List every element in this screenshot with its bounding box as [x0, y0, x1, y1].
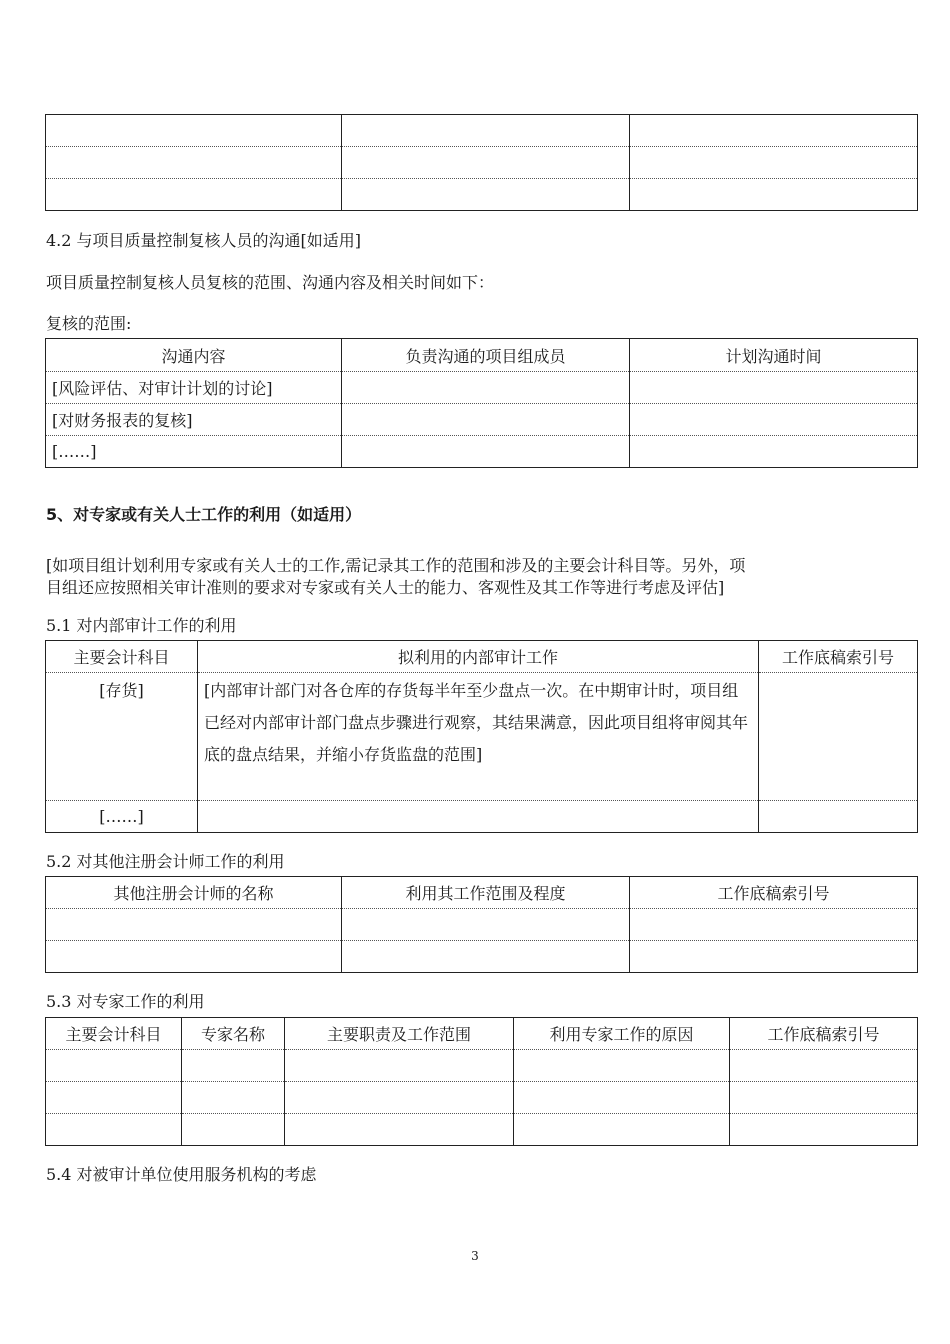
table-cell	[285, 1082, 514, 1114]
table-header-row	[46, 1018, 918, 1050]
table-cell	[182, 1082, 285, 1114]
table-row	[46, 436, 918, 468]
table-row	[46, 801, 918, 833]
column-header: 负责沟通的项目组成员	[342, 339, 630, 372]
section-5-description-line-1: [如项目组计划利用专家或有关人士的工作,需记录其工作的范围和涉及的主要会计科目等。另外，项	[46, 556, 746, 575]
table-cell	[46, 1114, 182, 1146]
other-cpa-table	[45, 876, 918, 973]
table-cell	[342, 115, 630, 147]
review-scope-label: 复核的范围:	[46, 314, 132, 333]
table-cell: [风险评估、对审计计划的讨论]	[46, 372, 342, 404]
column-header: 其他注册会计师的名称	[46, 877, 342, 909]
column-header: 拟利用的内部审计工作	[198, 641, 759, 673]
table-cell	[630, 147, 918, 179]
column-header: 主要会计科目	[46, 1018, 182, 1050]
section-5-heading: 5、对专家或有关人士工作的利用（如适用）	[46, 505, 362, 524]
table-row	[46, 941, 918, 973]
table-cell	[630, 179, 918, 211]
table-cell	[630, 404, 918, 436]
table-row	[46, 1050, 918, 1082]
table-cell: [对财务报表的复核]	[46, 404, 342, 436]
section-5-4-heading: 5.4 对被审计单位使用服务机构的考虑	[46, 1165, 317, 1184]
table-cell	[182, 1050, 285, 1082]
table-cell	[730, 1114, 918, 1146]
top-continuation-table	[45, 114, 918, 211]
column-header: 工作底稿索引号	[730, 1018, 918, 1050]
section-5-1-heading: 5.1 对内部审计工作的利用	[46, 616, 237, 635]
internal-audit-table	[45, 640, 918, 833]
table-row	[46, 673, 918, 801]
table-cell	[46, 115, 342, 147]
column-header: 主要会计科目	[46, 641, 198, 673]
column-header: 利用其工作范围及程度	[342, 877, 630, 909]
table-row	[46, 372, 918, 404]
table-cell	[514, 1114, 730, 1146]
section-4-2-intro: 项目质量控制复核人员复核的范围、沟通内容及相关时间如下：	[46, 273, 495, 292]
table-cell	[630, 909, 918, 941]
column-header: 利用专家工作的原因	[514, 1018, 730, 1050]
table-cell	[759, 673, 918, 801]
table-cell	[342, 909, 630, 941]
table-cell	[342, 404, 630, 436]
table-row	[46, 1082, 918, 1114]
table-cell	[730, 1082, 918, 1114]
table-cell	[46, 1082, 182, 1114]
table-cell	[630, 115, 918, 147]
table-header-row	[46, 339, 918, 372]
table-cell	[285, 1114, 514, 1146]
table-cell	[285, 1050, 514, 1082]
column-header: 主要职责及工作范围	[285, 1018, 514, 1050]
table-row	[46, 909, 918, 941]
column-header: 计划沟通时间	[630, 339, 918, 372]
table-header-row	[46, 877, 918, 909]
table-cell	[46, 909, 342, 941]
table-row	[46, 115, 918, 147]
table-row	[46, 147, 918, 179]
table-cell	[46, 179, 342, 211]
column-header: 工作底稿索引号	[630, 877, 918, 909]
table-cell: [存货]	[46, 673, 198, 801]
section-4-2-heading: 4.2 与项目质量控制复核人员的沟通[如适用]	[46, 231, 362, 250]
table-cell	[342, 179, 630, 211]
table-cell	[342, 436, 630, 468]
page-number: 3	[471, 1249, 479, 1263]
section-5-2-heading: 5.2 对其他注册会计师工作的利用	[46, 852, 285, 871]
table-cell	[630, 372, 918, 404]
table-cell	[182, 1114, 285, 1146]
table-cell	[46, 1050, 182, 1082]
table-cell	[46, 147, 342, 179]
table-header-row	[46, 641, 918, 673]
table-row	[46, 179, 918, 211]
table-cell: [内部审计部门对各仓库的存货每半年至少盘点一次。在中期审计时，项目组已经对内部审计部门盘点步骤进行观察，其结果满意，因此项目组将审阅其年底的盘点结果，并缩小存货监盘的范围]	[198, 673, 759, 801]
expert-work-table	[45, 1017, 918, 1146]
column-header: 沟通内容	[46, 339, 342, 372]
table-cell	[342, 372, 630, 404]
review-communication-table	[45, 338, 918, 468]
table-cell	[514, 1050, 730, 1082]
table-row	[46, 404, 918, 436]
section-5-description-line-2: 目组还应按照相关审计准则的要求对专家或有关人士的能力、客观性及其工作等进行考虑及评估]	[46, 578, 725, 597]
column-header: 工作底稿索引号	[759, 641, 918, 673]
section-5-3-heading: 5.3 对专家工作的利用	[46, 992, 205, 1011]
table-cell	[514, 1082, 730, 1114]
table-cell	[759, 801, 918, 833]
table-cell	[630, 941, 918, 973]
table-cell	[342, 147, 630, 179]
table-cell	[342, 941, 630, 973]
table-cell	[730, 1050, 918, 1082]
table-cell	[630, 436, 918, 468]
table-cell: [……]	[46, 436, 342, 468]
table-cell	[198, 801, 759, 833]
table-cell	[46, 941, 342, 973]
column-header: 专家名称	[182, 1018, 285, 1050]
table-cell: [……]	[46, 801, 198, 833]
table-row	[46, 1114, 918, 1146]
